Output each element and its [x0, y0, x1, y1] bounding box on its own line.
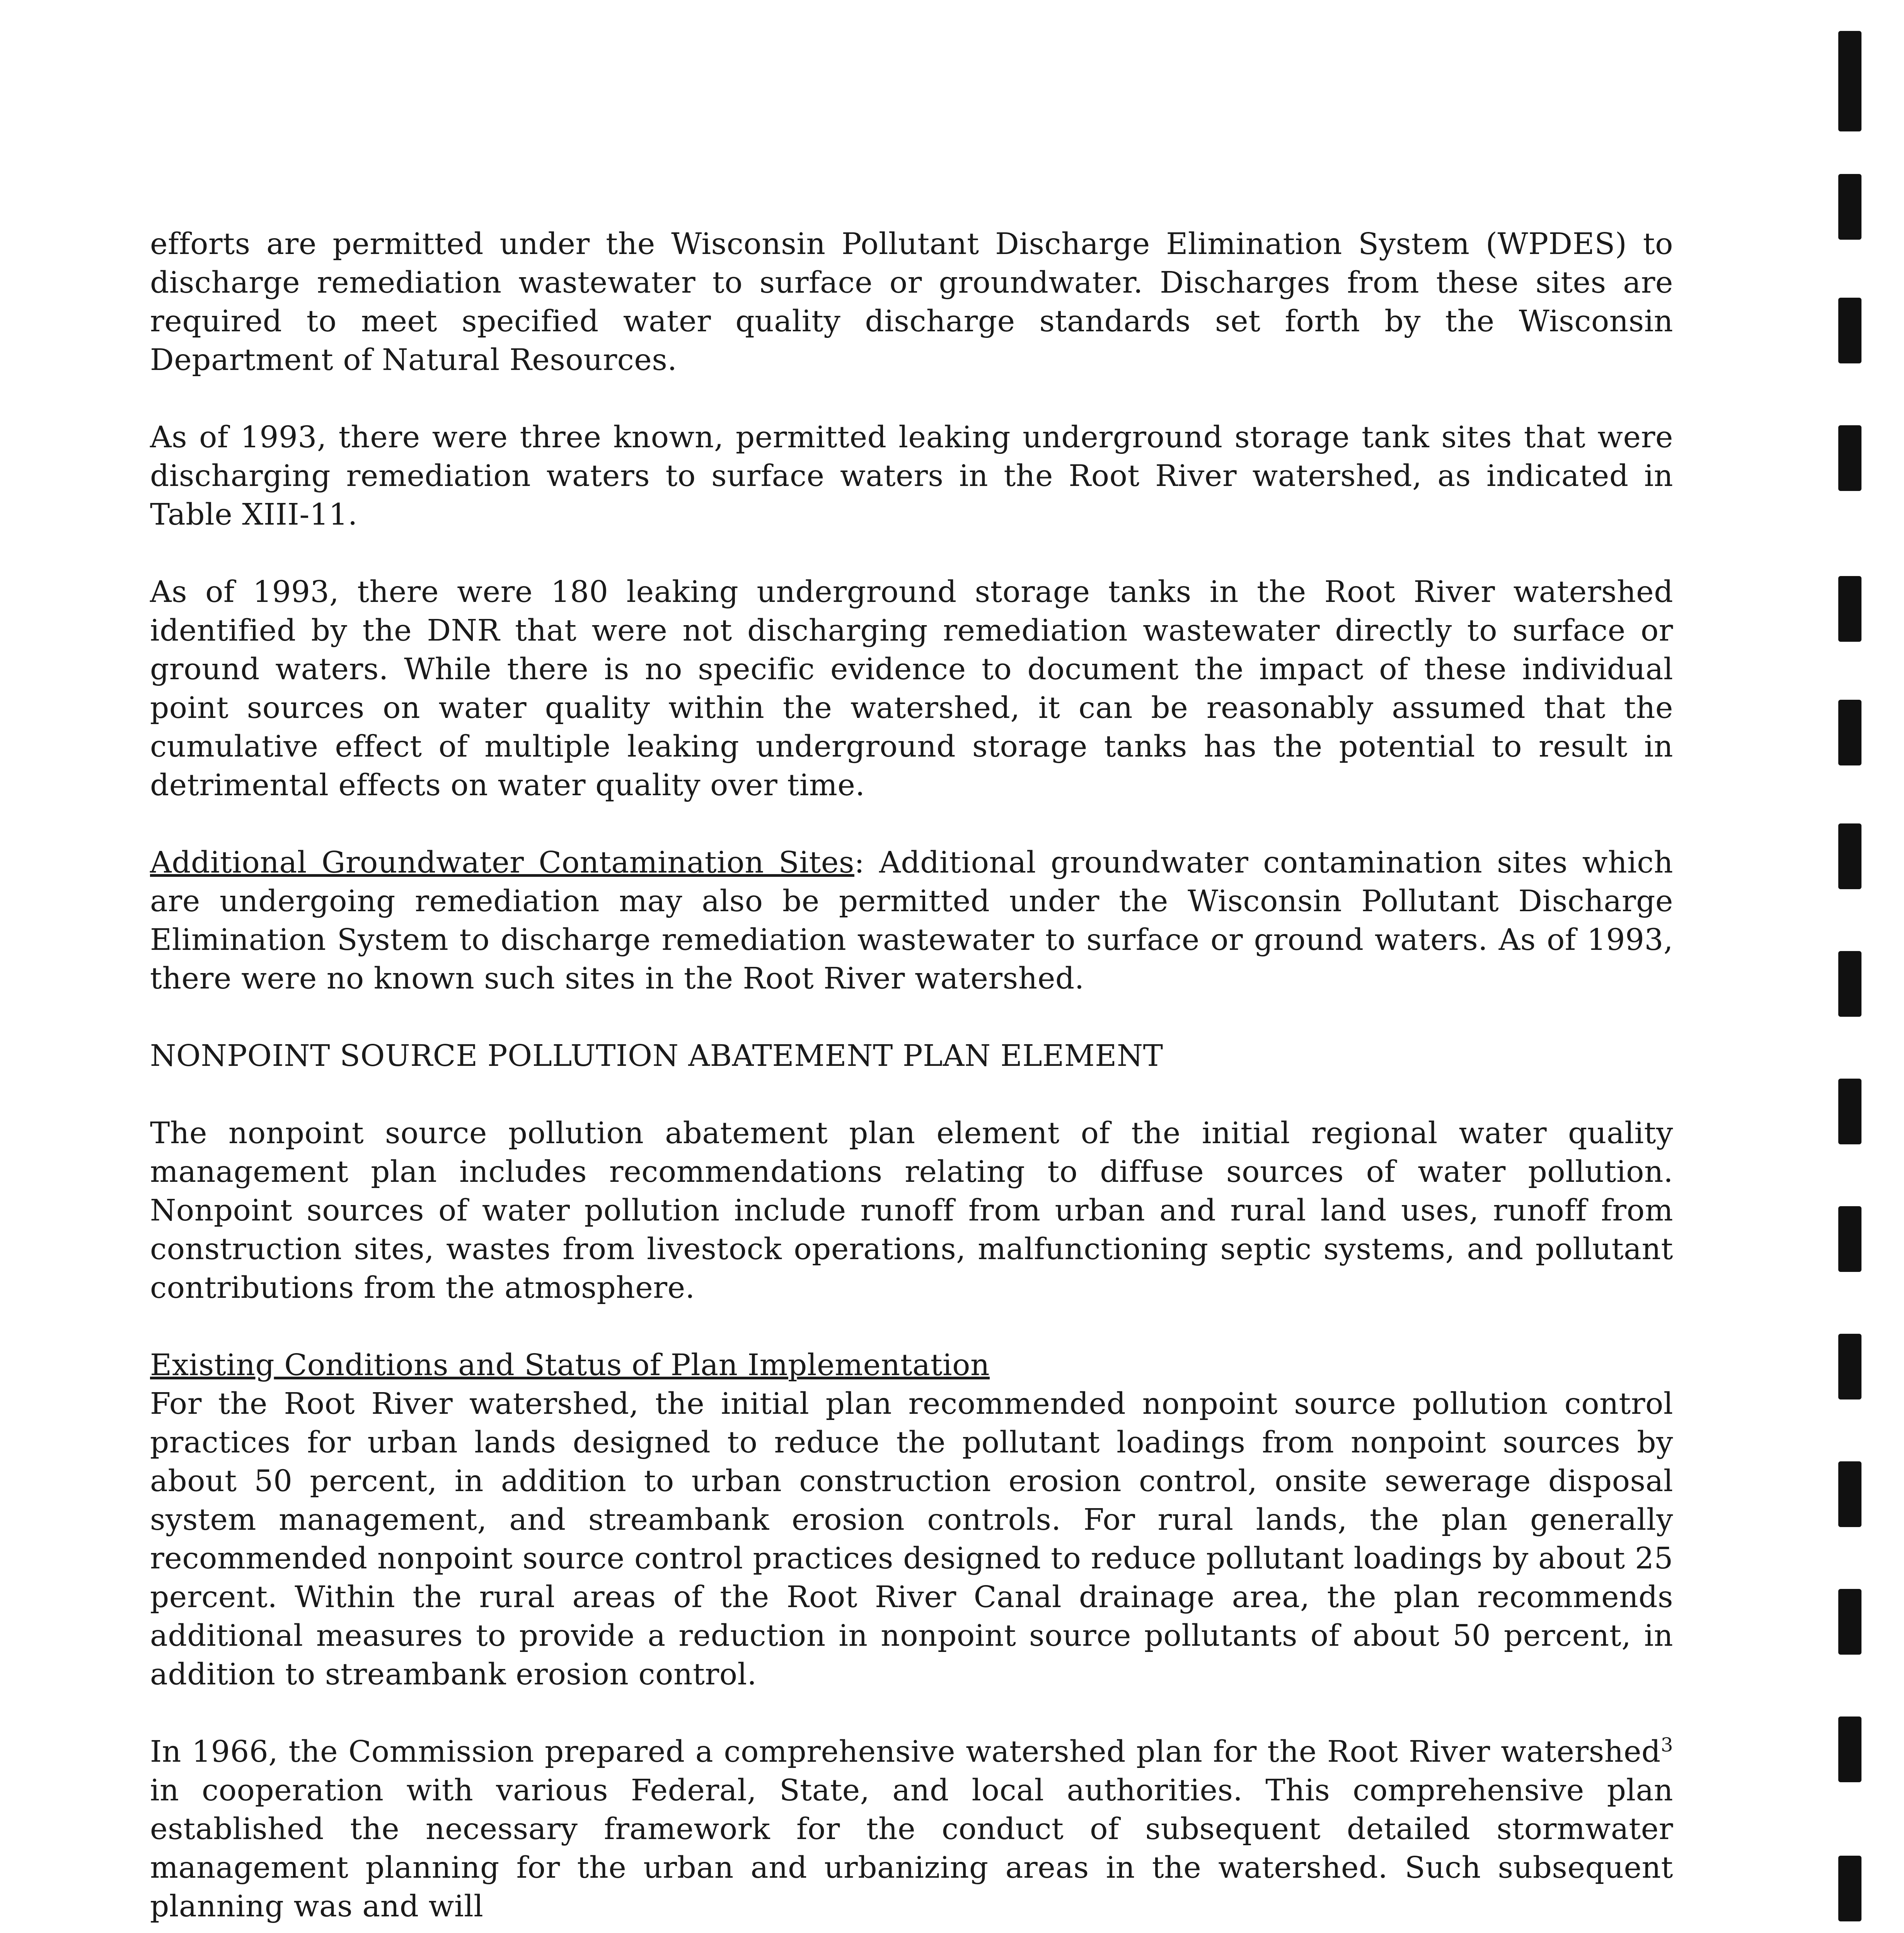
binding-mark: [1838, 1334, 1861, 1399]
groundwater-sites-label: Additional Groundwater Contamination Sites: [150, 845, 854, 880]
binding-mark: [1838, 1206, 1861, 1272]
paragraph-nonpoint-intro: The nonpoint source pollution abatement plan element of the initial regional water quality management plan includes recommendations relating to diffuse sources of water pollution. Nonpoint sources of water pollution include runoff from urban and rural land uses, runoff from construction sites, wastes from livestock operations, malfunctioning septic systems, and pollutant contributions from the atmosphere.: [150, 1116, 1673, 1305]
binding-mark: [1838, 576, 1861, 642]
binding-mark: [1838, 1717, 1861, 1782]
binding-mark: [1838, 700, 1861, 765]
paragraph-groundwater-sites: [150, 844, 1673, 998]
binding-mark: [1838, 1079, 1861, 1144]
binding-mark: [1838, 31, 1861, 131]
binding-mark: [1838, 1461, 1861, 1527]
binding-mark: [1838, 174, 1861, 240]
binding-mark: [1838, 823, 1861, 889]
paragraph-wpdes: efforts are permitted under the Wisconsin Pollutant Discharge Elimination System (WPDES) to discharge remediation wastewater to surface or groundwater. Discharges from these sites are required to meet specified water quality discharge standards set forth by the Wisconsin Department of Natural Resources.: [150, 227, 1673, 377]
paragraph-leaking-tanks: As of 1993, there were 180 leaking underground storage tanks in the Root River watershed identified by the DNR that were not discharging remediation wastewater directly to surface or ground waters. While there is no specific evidence to document the impact of these individual point sources on water quality within the watershed, it can be reasonably assumed that the cumulative effect of multiple leaking underground storage tanks has the potential to result in detrimental effects on water quality over time.: [150, 575, 1673, 803]
subsection-heading: Existing Conditions and Status of Plan Implementation: [150, 1348, 990, 1382]
binding-mark: [1838, 951, 1861, 1017]
footnote-reference: 3: [1660, 1734, 1673, 1756]
body-text: [150, 225, 1673, 1933]
binding-mark: [1838, 425, 1861, 491]
paragraph-existing-conditions: For the Root River watershed, the initial plan recommended nonpoint source pollution control practices for urban lands designed to reduce the pollutant loadings from nonpoint sources by about 50 percent, in addition to urban construction erosion control, onsite sewerage disposal system management, and streambank erosion controls. For rural lands, the plan generally recommended nonpoint source control practices designed to reduce pollutant loadings by about 25 percent. Within the rural areas of the Root River Canal drainage area, the plan recommends additional measures to provide a reduction in nonpoint source pollutants of about 50 percent, in addition to streambank erosion control.: [150, 1387, 1673, 1692]
paragraph-1966-plan-a: In 1966, the Commission prepared a comprehensive watershed plan for the Root River watershed: [150, 1735, 1661, 1769]
groundwater-sites-body: Additional groundwater contamination sites which are undergoing remediation may also be permitted under the Wisconsin Pollutant Discharge Elimination System to discharge remediation wastewater to surface or ground waters. As of 1993, there were no known such sites in the Root River watershed.: [150, 845, 1673, 996]
paragraph-1966-plan-b: in cooperation with various Federal, State, and local authorities. This comprehensive plan established the necessary framework for the conduct of subsequent detailed stormwater management planning for the urban and urbanizing areas in the watershed. Such subsequent planning was and will: [150, 1773, 1673, 1924]
paragraph-permitted-tanks: As of 1993, there were three known, permitted leaking underground storage tank sites that were discharging remediation waters to surface waters in the Root River watershed, as indicated in Table XIII-11.: [150, 420, 1673, 532]
section-heading: NONPOINT SOURCE POLLUTION ABATEMENT PLAN ELEMENT: [150, 1039, 1163, 1073]
paragraph-1966-plan: [150, 1733, 1673, 1926]
binding-mark: [1838, 1856, 1861, 1921]
binding-mark: [1838, 1589, 1861, 1655]
binding-mark: [1838, 298, 1861, 363]
groundwater-sites-colon: :: [854, 845, 865, 880]
